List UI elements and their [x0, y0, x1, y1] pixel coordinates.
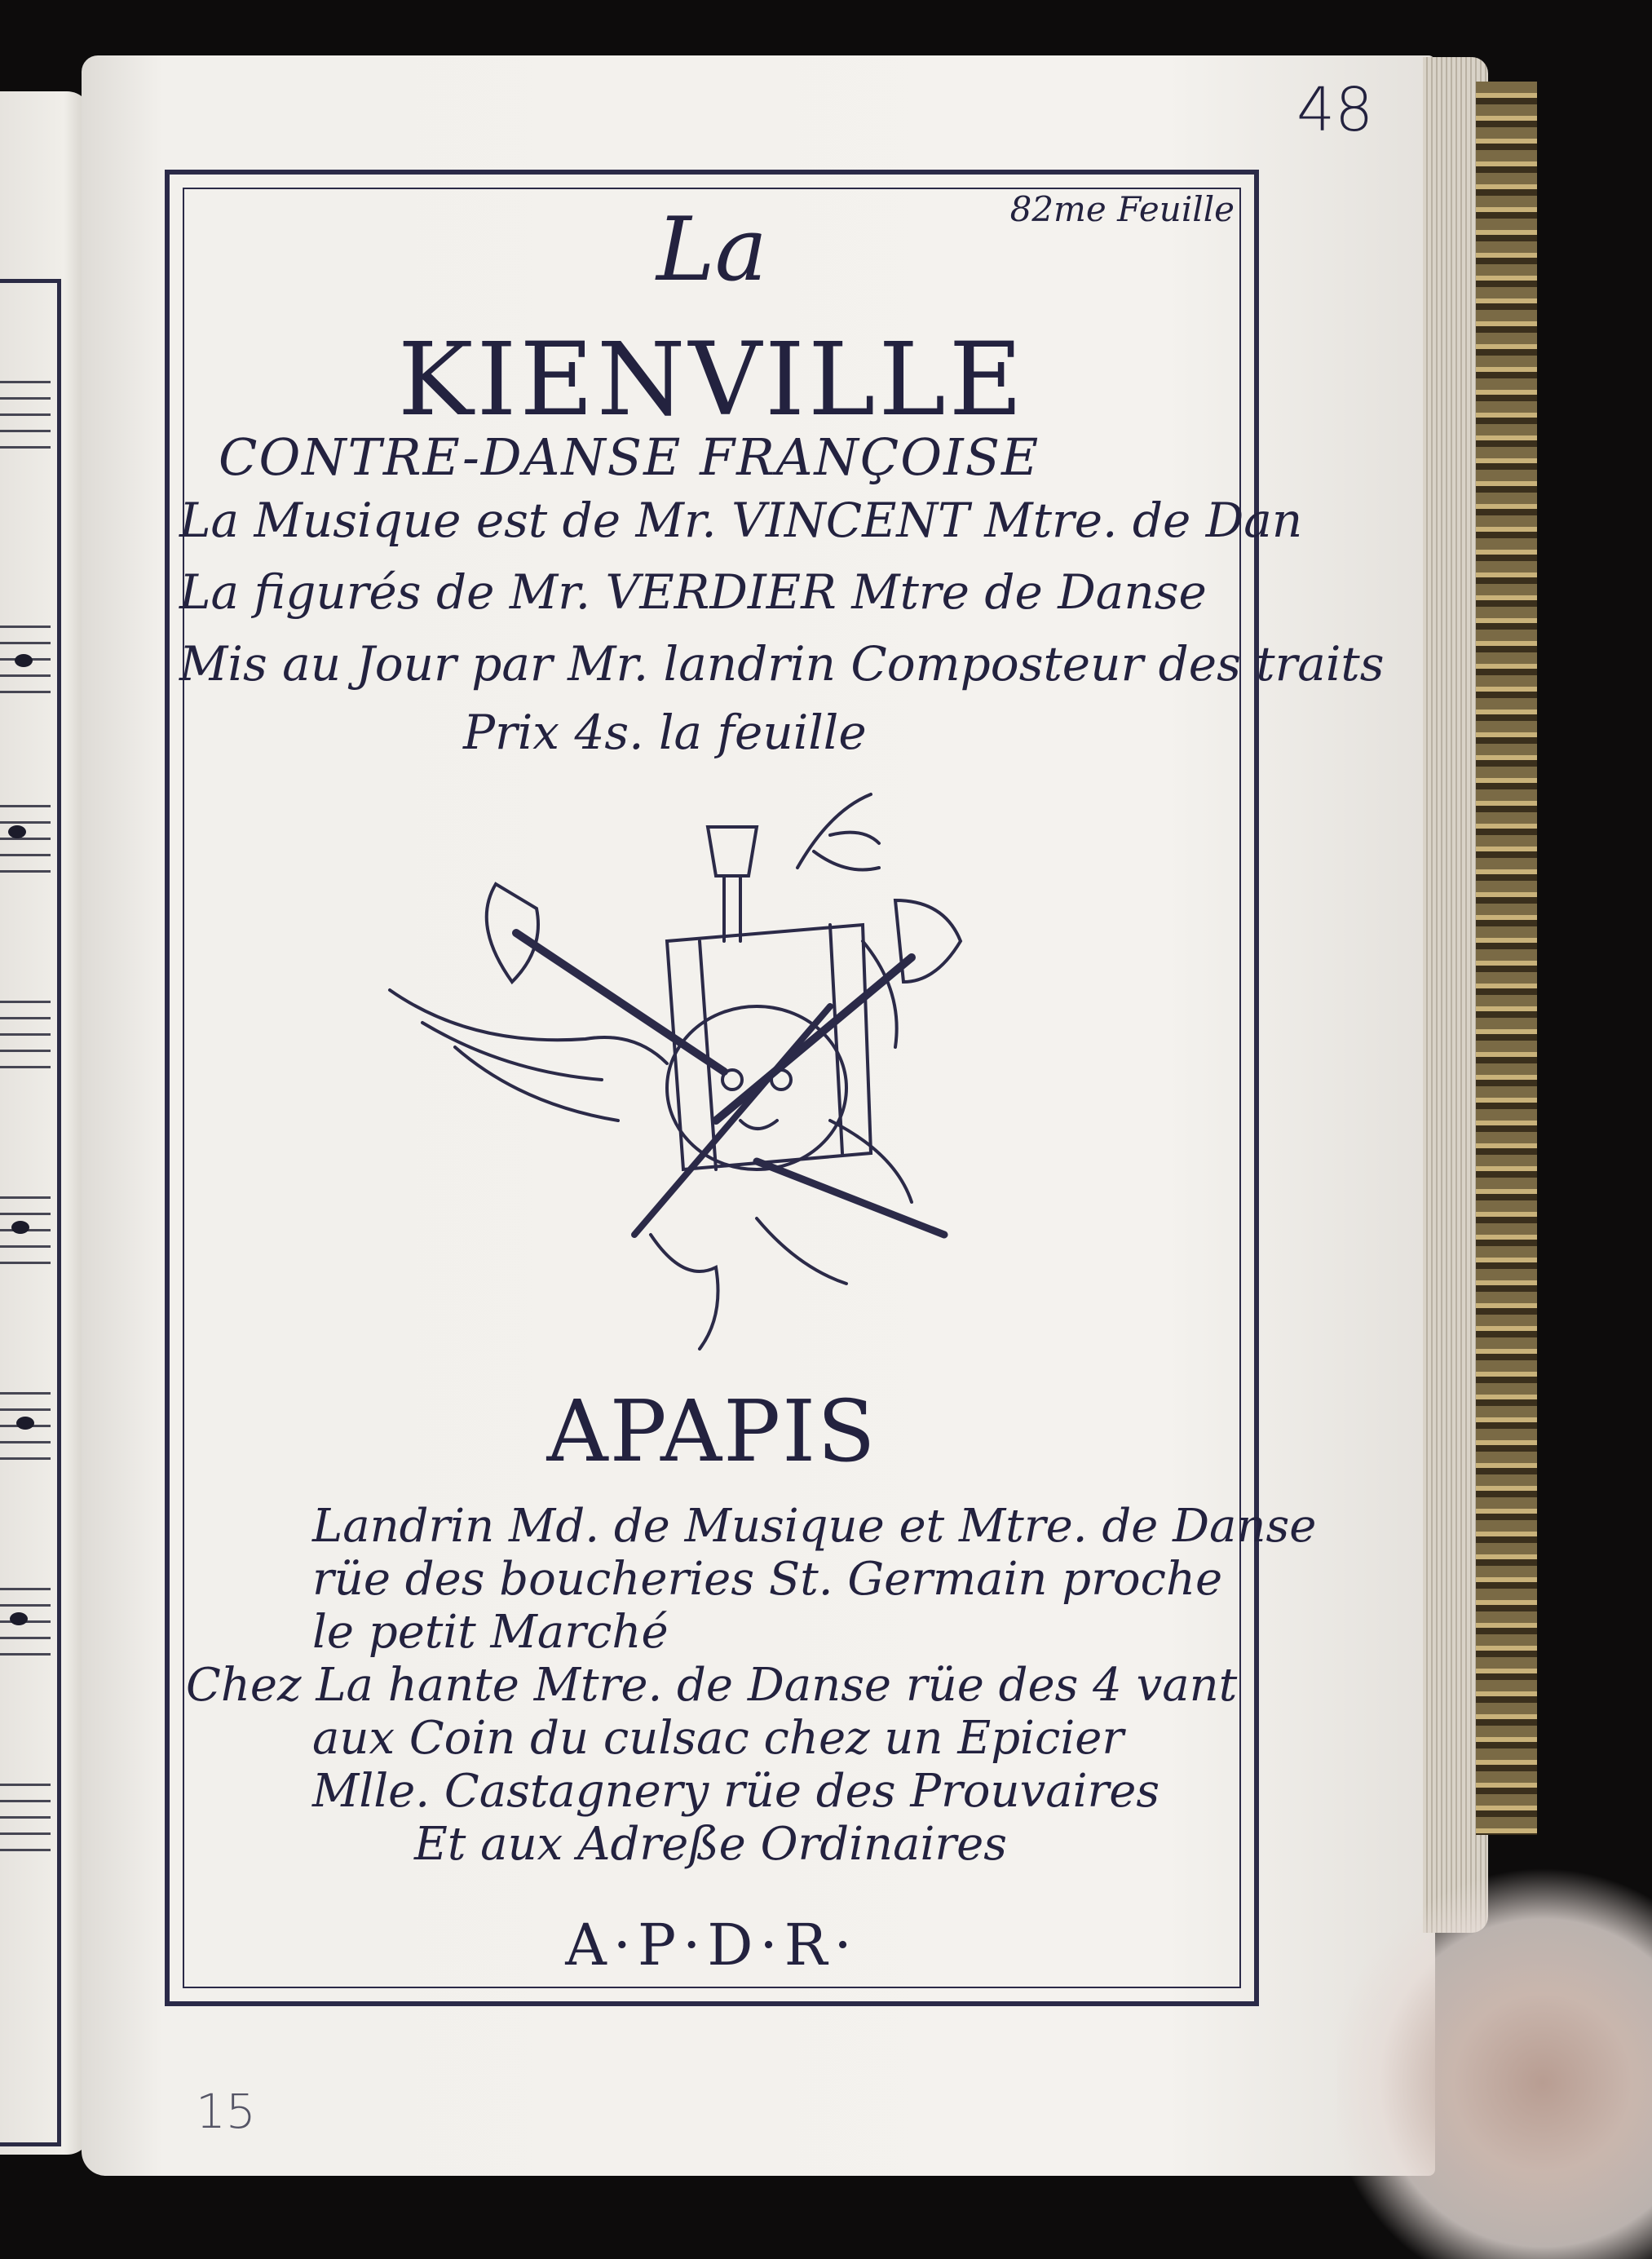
privilege-mark: A·P·D·R· — [565, 1912, 859, 1978]
musical-trophy-ornament — [373, 778, 1075, 1365]
address-line: Mlle. Castagnery rüe des Prouvaires — [312, 1765, 1160, 1818]
sheet-label: 82me Feuille — [1009, 189, 1235, 229]
address-line: Landrin Md. de Musique et Mtre. de Danse — [312, 1500, 1317, 1553]
music-note — [16, 1417, 34, 1430]
dance-title: KIENVILLE — [397, 321, 1027, 439]
music-note — [15, 654, 33, 667]
address-line: Chez La hante Mtre. de Danse rüe des 4 vant — [186, 1659, 1238, 1712]
music-notation-strip — [0, 279, 61, 2146]
imprint-title: APAPIS — [546, 1381, 877, 1481]
left-page — [0, 91, 91, 2155]
music-note — [10, 1612, 28, 1625]
music-staff — [0, 1784, 51, 1854]
book-spine — [1476, 82, 1537, 1835]
dance-subtitle: CONTRE-DANSE FRANÇOISE — [219, 427, 1040, 487]
credit-music: La Musique est de Mr. VINCENT Mtre. de Dan — [179, 493, 1303, 548]
pencil-folio-number: 48 — [1296, 75, 1374, 145]
address-line: rüe des boucheries St. Germain proche — [312, 1553, 1223, 1606]
music-staff — [0, 381, 51, 451]
left-folio-number: 15 — [196, 2084, 256, 2139]
music-note — [11, 1221, 29, 1234]
engraved-frame — [165, 170, 1385, 2006]
music-staff — [0, 1001, 51, 1071]
music-staff — [0, 805, 51, 875]
music-note — [8, 825, 26, 838]
address-line: Et aux Adreße Ordinaires — [414, 1818, 1008, 1871]
address-line: le petit Marché — [312, 1606, 669, 1659]
credit-figures: La figurés de Mr. VERDIER Mtre de Danse — [179, 564, 1207, 620]
finger-glare — [1337, 1868, 1652, 2259]
price-line: Prix 4s. la feuille — [463, 705, 867, 760]
title-article: La — [656, 199, 768, 301]
address-line: aux Coin du culsac chez un Epicier — [312, 1712, 1124, 1765]
credit-publisher: Mis au Jour par Mr. landrin Composteur des traits — [179, 636, 1385, 692]
